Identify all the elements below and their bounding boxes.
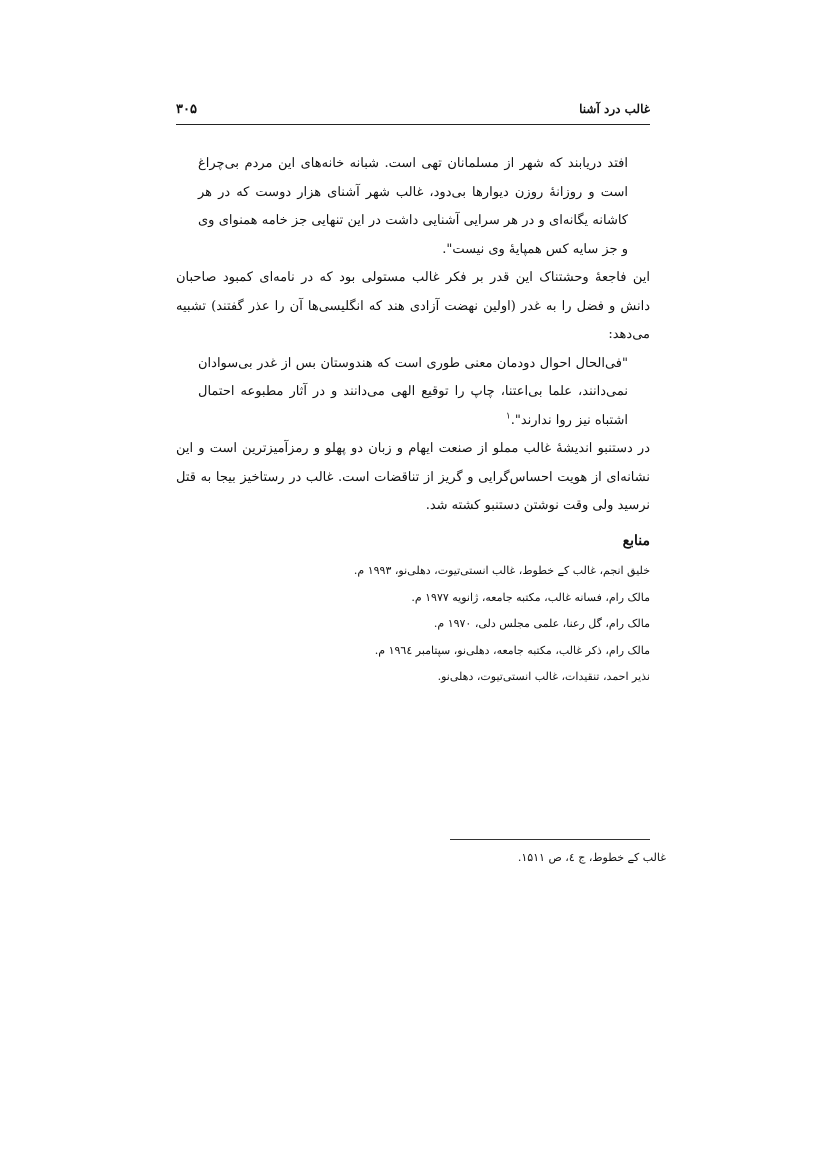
sources-heading: منابع <box>622 533 650 549</box>
footnote: غالب کے خطوط، ج ٤، ص ۱۵۱۱. <box>517 851 666 864</box>
block-quote-2-text: "فی‌الحال احوال دودمان معنی طوری است که هندوستان بس از غدر بی‌سوادان نمی‌دانند، علما بی‌اعتنا، چاپ را توقیع الهی می‌دانند و در آثار مطبوعه احتمال اشتباه نیز روا ندارند". <box>198 355 628 428</box>
footnote-reference[interactable]: ۱ <box>505 411 511 422</box>
source-item: مالک رام، گل رعنا، علمی مجلس دلی، ۱۹۷۰ م. <box>433 617 650 630</box>
block-quote-2 <box>198 350 628 436</box>
block-quote-1: افتد دریابند که شهر از مسلمانان تهی است. شبانه خانه‌های این مردم بی‌چراغ است و روزانهٔ روزن دیوارها بی‌دود، غالب شهر آشنای هزار دوست که در هر کاشانه یگانه‌ای و در هر سرایی آشنایی داشت در این تنهایی جز خامه همنوای وی و جز سایه کس همپایهٔ وی نیست". <box>198 156 628 257</box>
sources-list <box>176 561 650 694</box>
main-text <box>176 150 650 521</box>
running-title: غالب درد آشنا <box>579 102 650 116</box>
paragraph-2: در دستنبو اندیشهٔ غالب مملو از صنعت ایهام و زبان دو پهلو و رمزآمیزترین است و این نشانه‌ای از هویت احساس‌گرایی و گریز از تناقضات است. غالب در رستاخیز بیجا به قتل نرسید ولی وقت نوشتن دستنبو کشته شد. <box>176 441 650 513</box>
footnote-divider <box>450 839 650 840</box>
paragraph-1: این فاجعهٔ وحشتناک این قدر بر فکر غالب مستولی بود که در نامه‌ای کمبود صاحبان دانش و فضل را به غدر (اولین نهضت آزادی هند که انگلیسی‌ها آن را عذر گفتند) تشبیه می‌دهد: <box>176 270 650 342</box>
source-item: مالک رام، ذکر غالب، مکتبه جامعه، دهلی‌نو، سپتامبر ۱۹٦٤ م. <box>374 643 650 657</box>
source-item: نذیر احمد، تنقیدات، غالب انستی‌تیوت، دهلی‌نو. <box>437 670 650 683</box>
page-number: ۳۰۵ <box>176 102 197 117</box>
page-header <box>176 102 650 125</box>
source-item: خلیق انجم، غالب کے خطوط، غالب انستی‌تیوت، دهلی‌نو، ۱۹۹۳ م. <box>353 564 650 577</box>
source-item: مالک رام، فسانه غالب، مکتبه جامعه، ژانویه ۱۹۷۷ م. <box>411 590 650 604</box>
